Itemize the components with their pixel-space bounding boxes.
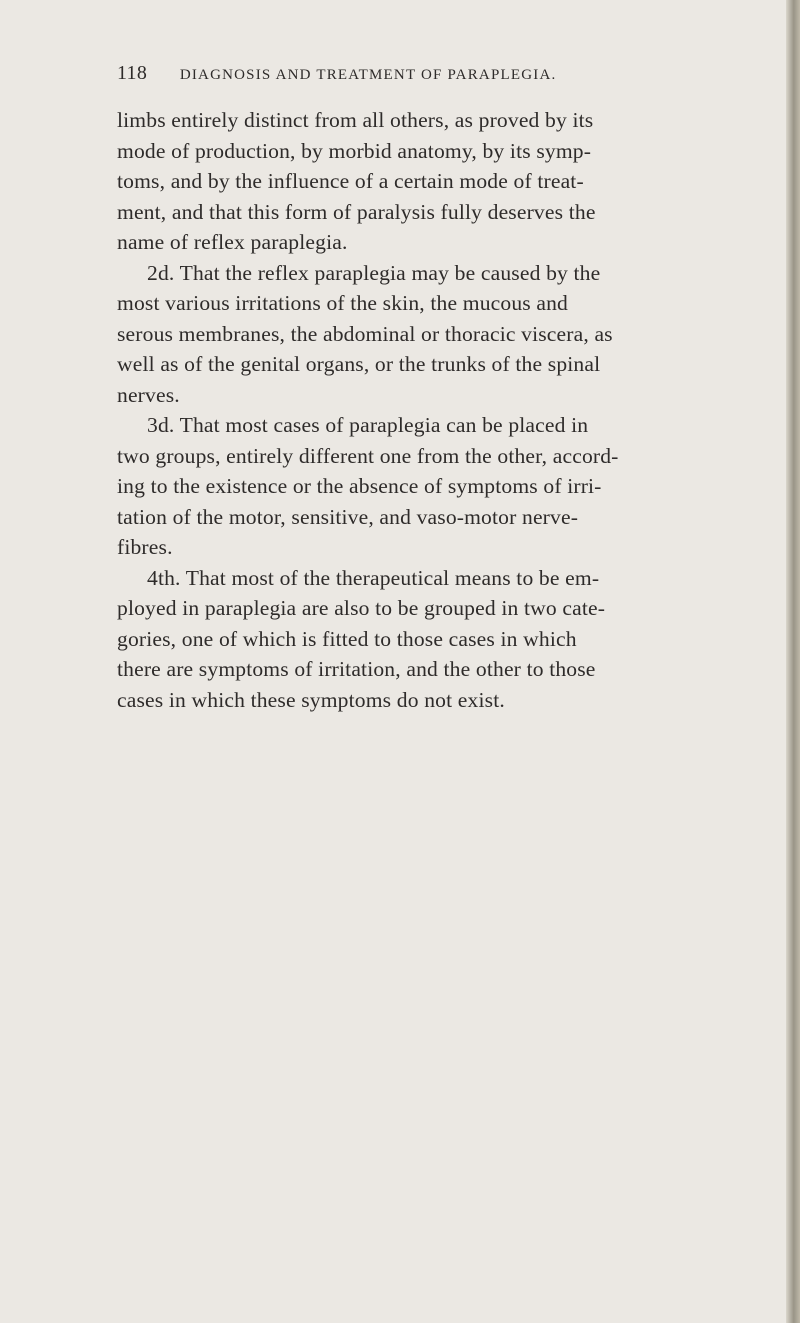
text-line: toms, and by the influence of a certain mode of treat- [117, 169, 584, 193]
text-line: fibres. [117, 535, 173, 559]
page-number: 118 [117, 62, 148, 84]
text-line: serous membranes, the abdominal or thoracic viscera, as [117, 321, 613, 346]
paragraph-start-line: 2d. That the reflex paraplegia may be caused by the [147, 260, 601, 285]
text-line: nerves. [117, 382, 180, 407]
text-line: there are symptoms of irritation, and the other to those [117, 657, 596, 681]
text-line: ing to the existence or the absence of symptoms of irri- [117, 474, 602, 498]
text-line: two groups, entirely different one from the other, accord- [117, 443, 619, 468]
body-text [117, 105, 697, 715]
text-line: ployed in paraplegia are also to be grouped in two cate- [117, 596, 606, 620]
text-line: most various irritations of the skin, the mucous and [117, 291, 569, 315]
text-line: gories, one of which is fitted to those cases in which [117, 626, 577, 651]
text-line: limbs entirely distinct from all others, as proved by its [117, 108, 594, 132]
page-edge-shadow [786, 0, 800, 1323]
text-line: well as of the genital organs, or the trunks of the spinal [117, 352, 601, 376]
running-title: DIAGNOSIS AND TREATMENT OF PARAPLEGIA. [179, 67, 557, 83]
page-header [117, 62, 717, 88]
paragraph-start-line: 3d. That most cases of paraplegia can be placed in [147, 413, 589, 437]
text-line: mode of production, by morbid anatomy, by its symp- [117, 138, 592, 163]
text-line: cases in which these symptoms do not exist. [117, 687, 505, 712]
text-line: ment, and that this form of paralysis fully deserves the [117, 199, 596, 224]
paragraph-start-line: 4th. That most of the therapeutical means to be em- [147, 565, 600, 590]
text-line: tation of the motor, sensitive, and vaso-motor nerve- [117, 504, 579, 529]
text-line: name of reflex paraplegia. [117, 230, 348, 254]
